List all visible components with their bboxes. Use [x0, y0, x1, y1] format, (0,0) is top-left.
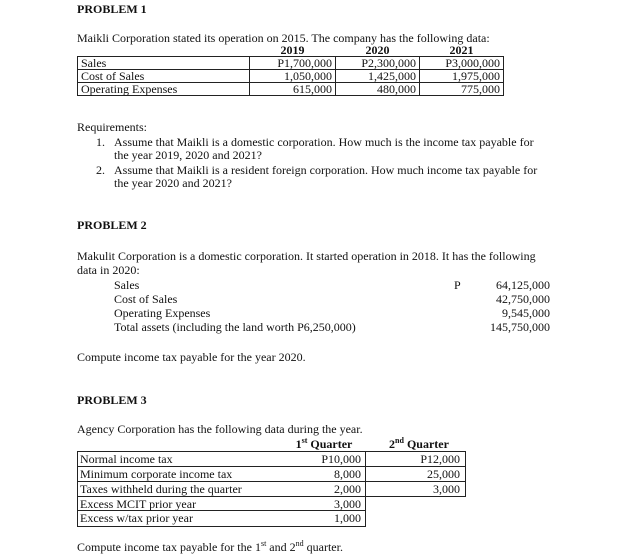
req-2-line-1: Assume that Maikli is a resident foreign corporation. How much income tax payable for: [114, 163, 538, 177]
req-2-number: 2.: [96, 163, 105, 177]
problem-3-heading: PROBLEM 3: [77, 393, 147, 407]
year-header: 2020: [365, 43, 390, 57]
q1-value: 3,000: [334, 497, 361, 511]
problem-1-table: [77, 44, 504, 96]
row-label: Taxes withheld during the quarter: [80, 482, 242, 496]
year-header: 2019: [280, 43, 305, 57]
quarter-1-header: 1st Quarter: [295, 436, 353, 451]
problem-2-intro-line-2: data in 2020:: [77, 263, 140, 277]
row-label: Excess MCIT prior year: [80, 497, 197, 511]
row-label: Normal income tax: [80, 452, 173, 466]
problem-2-question: Compute income tax payable for the year 2020.: [77, 350, 306, 364]
req-1-line-1: Assume that Maikli is a domestic corporation. How much is the income tax payable for: [114, 135, 534, 149]
year-header: 2021: [449, 43, 474, 57]
q2-value: 25,000: [427, 467, 460, 481]
currency-symbol: P: [454, 278, 461, 292]
item-label: Sales: [114, 278, 140, 292]
q1-value: 8,000: [334, 467, 361, 481]
quarter-2-header: 2nd Quarter: [389, 436, 449, 451]
table-row: Cost of Sales 1,050,000 1,425,000 1,975,000: [78, 70, 504, 83]
req-2-line-2: the year 2020 and 2021?: [114, 176, 232, 190]
problem-3-question: Compute income tax payable for the 1st and 2nd quarter.: [77, 539, 343, 554]
row-label: Minimum corporate income tax: [80, 467, 233, 481]
item-value: 42,750,000: [496, 292, 550, 306]
problem-2-intro-line-1: Makulit Corporation is a domestic corporation. It started operation in 2018. It has the following: [77, 249, 536, 263]
q2-value: 3,000: [433, 482, 460, 496]
item-label: Operating Expenses: [114, 306, 211, 320]
item-value: 64,125,000: [496, 278, 550, 292]
req-1-number: 1.: [96, 135, 105, 149]
q2-value: P12,000: [420, 452, 460, 466]
q1-value: P10,000: [321, 452, 361, 466]
table-row: Operating Expenses 615,000 480,000 775,000: [78, 83, 504, 96]
q1-value: 1,000: [334, 511, 361, 525]
problem-1-intro: Maikli Corporation stated its operation on 2015. The company has the following data:: [77, 31, 490, 45]
problem-3-table: [77, 451, 465, 526]
problem-2-heading: PROBLEM 2: [77, 218, 147, 232]
problem-3-intro: Agency Corporation has the following data during the year.: [77, 422, 363, 436]
item-value: 145,750,000: [490, 320, 550, 334]
row-label: Excess w/tax prior year: [80, 511, 193, 525]
problem-1-heading: PROBLEM 1: [77, 2, 147, 16]
req-1-line-2: the year 2019, 2020 and 2021?: [114, 148, 262, 162]
item-label: Cost of Sales: [114, 292, 178, 306]
table-row: Sales P1,700,000 P2,300,000 P3,000,000: [78, 57, 504, 70]
requirements-label: Requirements:: [77, 120, 147, 134]
item-value: 9,545,000: [502, 306, 550, 320]
q1-value: 2,000: [334, 482, 361, 496]
item-label: Total assets (including the land worth P6,250,000): [114, 320, 356, 334]
